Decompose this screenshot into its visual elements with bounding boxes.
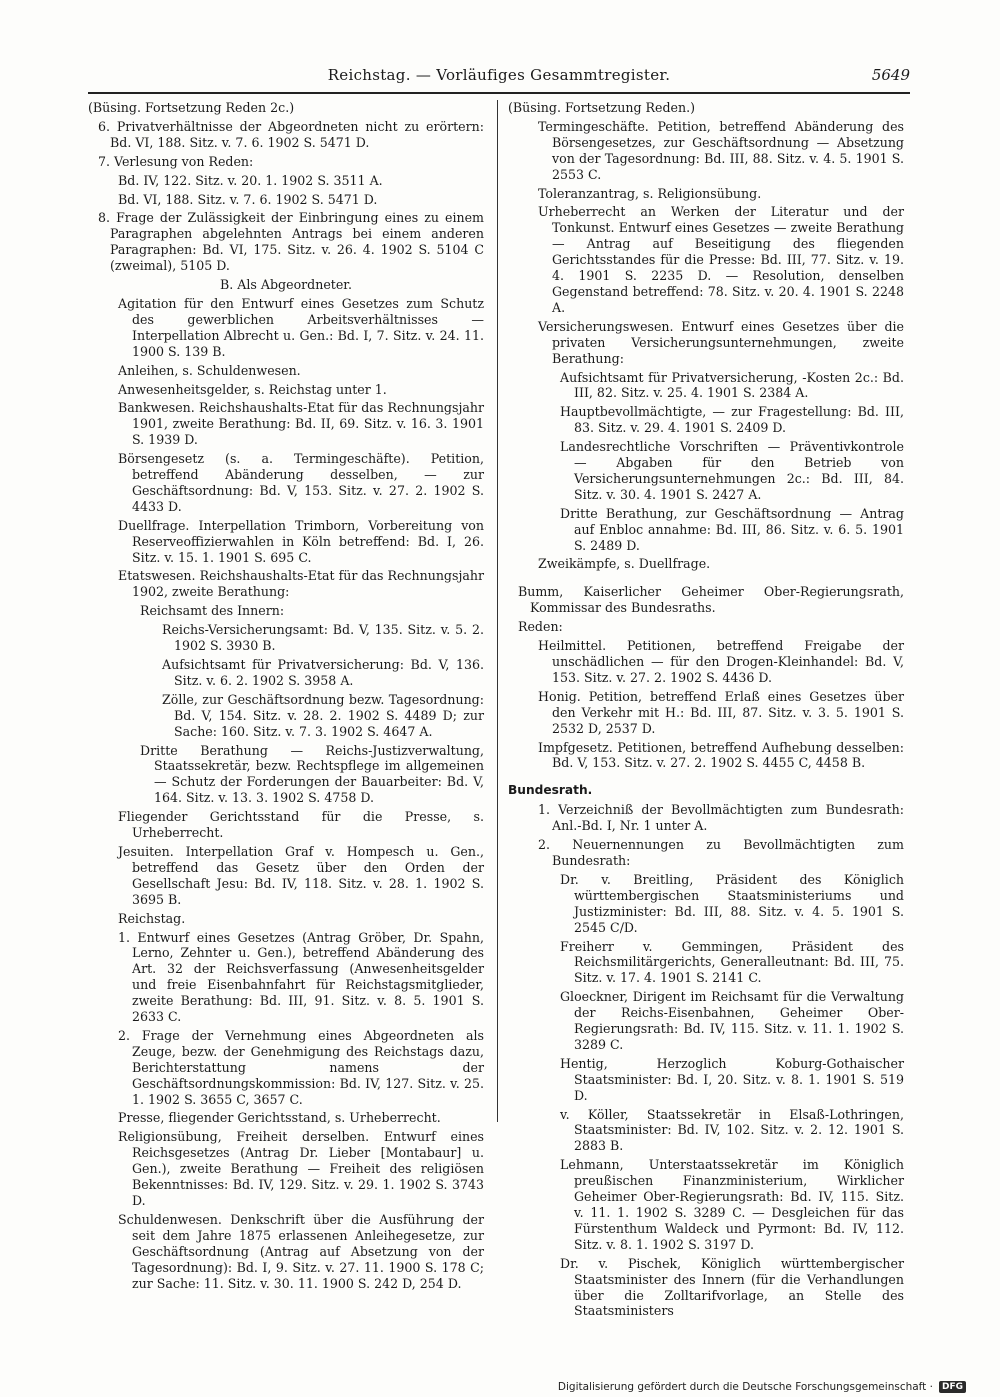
footer-credit: Digitalisierung gefördert durch die Deutsche Forschungsgemeinschaft ·	[557, 1381, 933, 1393]
index-entry: Fliegender Gerichtsstand für die Presse, s. Urheberrecht.	[118, 809, 484, 841]
index-entry: Bundesrath.	[508, 783, 593, 798]
index-entry: 2. Neuernennungen zu Bevollmächtigten zum Bundesrath:	[538, 837, 904, 868]
index-entry: 8. Frage der Zulässigkeit der Einbringung eines zu einem Paragraphen abgelehnten Antrags bei einem anderen Paragraphen: Bd. VI, 175. Sitz. v. 26. 4. 1902 S. 5104 C (zweimal), 5105 D.	[98, 210, 484, 274]
index-entry: Landesrechtliche Vorschriften — Präventivkontrole — Abgaben für den Betrieb von Versicherungsunternehmungen 2c.: Bd. III, 84. Sitz. v. 30. 4. 1901 S. 2427 A.	[560, 439, 904, 502]
index-entry: Anleihen, s. Schuldenwesen.	[118, 362, 301, 378]
index-entry: Freiherr v. Gemmingen, Präsident des Reichsmilitärgerichts, Generalleutnant: Bd. III, 75. Sitz. v. 17. 4. 1901 S. 2141 C.	[560, 938, 904, 986]
index-entry: Presse, fliegender Gerichtsstand, s. Urheberrecht.	[118, 1110, 441, 1126]
index-entry: 7. Verlesung von Reden:	[98, 153, 254, 169]
index-entry: Zweikämpfe, s. Duellfrage.	[538, 556, 711, 572]
index-entry: Aufsichtsamt für Privatversicherung, -Kosten 2c.: Bd. III, 82. Sitz. v. 25. 4. 1901 S. 2384 A.	[560, 369, 904, 401]
index-entry: Jesuiten. Interpellation Graf v. Hompesch u. Gen., betreffend das Gesetz über den Orden der Gesellschaft Jesu: Bd. IV, 118. Sitz. v. 28. 1. 1902 S. 3695 B.	[118, 843, 484, 907]
index-entry: B. Als Abgeordneter.	[220, 277, 352, 293]
index-entry: Etatswesen. Reichshaushalts-Etat für das Rechnungsjahr 1902, zweite Berathung:	[118, 568, 484, 600]
index-entry: v. Köller, Staatssekretär in Elsaß-Lothringen, Staatsminister: Bd. IV, 102. Sitz. v. 2. 12. 1901 S. 2883 B.	[560, 1106, 904, 1154]
spacer	[508, 774, 904, 780]
index-entry: Duellfrage. Interpellation Trimborn, Vorbereitung von Reserveoffizierwahlen in Köln betreffend: Bd. I, 26. Sitz. v. 15. 1. 1901 S. 695 C.	[118, 517, 484, 565]
right-column	[508, 100, 904, 1322]
column-divider	[497, 100, 498, 1122]
footer	[558, 1381, 966, 1393]
index-entry: 1. Verzeichniß der Bevollmächtigten zum Bundesrath: Anl.-Bd. I, Nr. 1 unter A.	[538, 802, 904, 834]
index-entry: Dr. v. Breitling, Präsident des Königlich württembergischen Staatsministeriums und Justizminister: Bd. III, 88. Sitz. v. 4. 5. 1901 S. 2545 C/D.	[560, 871, 904, 935]
index-entry: (Büsing. Fortsetzung Reden 2c.)	[88, 100, 295, 115]
index-entry: Dr. v. Pischek, Königlich württembergischer Staatsminister des Innern (für die Verhandlungen über die Zolltarifvorlage, an Stelle des Staatsministers	[560, 1255, 904, 1319]
index-entry: Bumm, Kaiserlicher Geheimer Ober-Regierungsrath, Kommissar des Bundesraths.	[518, 584, 904, 616]
index-entry: Reichstag.	[118, 910, 186, 926]
index-entry: Honig. Petition, betreffend Erlaß eines Gesetzes über den Verkehr mit H.: Bd. III, 87. Sitz. v. 3. 5. 1901 S. 2532 D, 2537 D.	[538, 688, 904, 736]
index-entry: Bd. VI, 188. Sitz. v. 7. 6. 1902 S. 5471 D.	[118, 191, 378, 207]
index-entry: Zölle, zur Geschäftsordnung bezw. Tagesordnung: Bd. V, 154. Sitz. v. 28. 2. 1902 S. 4489 D; zur Sache: 160. Sitz. v. 7. 3. 1902 S. 4647 A.	[162, 691, 484, 739]
index-entry: Hentig, Herzoglich Koburg-Gothaischer Staatsminister: Bd. I, 20. Sitz. v. 8. 1. 1901 S. 519 D.	[560, 1055, 904, 1103]
index-entry: 2. Frage der Vernehmung eines Abgeordneten als Zeuge, bezw. der Genehmigung des Reichstags dazu, Berichterstattung namens der Geschäftsordnungskommission: Bd. IV, 127. Sitz. v. 25. 1. 1902 S. 3655 C, 3657 C.	[118, 1027, 484, 1107]
index-entry: 6. Privatverhältnisse der Abgeordneten nicht zu erörtern: Bd. VI, 188. Sitz. v. 7. 6. 1902 S. 5471 D.	[98, 118, 484, 150]
index-entry: Agitation für den Entwurf eines Gesetzes zum Schutz des gewerblichen Arbeitsverhältnisses — Interpellation Albrecht u. Gen.: Bd. I, 7. Sitz. v. 24. 11. 1900 S. 139 B.	[118, 295, 484, 359]
index-entry: (Büsing. Fortsetzung Reden.)	[508, 100, 696, 115]
index-entry: Religionsübung, Freiheit derselben. Entwurf eines Reichsgesetzes (Antrag Dr. Lieber [Montabaur] u. Gen.), zweite Berathung — Freiheit des religiösen Bekenntnisses: Bd. IV, 129. Sitz. v. 29. 1. 1902 S. 3743 D.	[118, 1129, 484, 1208]
left-column	[88, 100, 484, 1294]
page-number: 5649	[871, 66, 910, 84]
dfg-logo: DFG	[939, 1381, 966, 1393]
index-entry: Reden:	[518, 619, 563, 635]
index-entry: Schuldenwesen. Denkschrift über die Ausführung der seit dem Jahre 1875 erlassenen Anleihegesetze, zur Geschäftsordnung (Antrag auf Absetzung von der Tagesordnung): Bd. I, 9. Sitz. v. 27. 11. 1900 S. 178 C; zur Sache: 11. Sitz. v. 30. 11. 1900 S. 242 D, 254 D.	[118, 1211, 484, 1291]
index-entry: Urheberrecht an Werken der Literatur und der Tonkunst. Entwurf eines Gesetzes — zweite Berathung — Antrag auf Beseitigung des fliegenden Gerichtsstandes für die Presse: Bd. III, 77. Sitz. v. 19. 4. 1901 S. 2235 D. — Resolution, denselben Gegenstand betreffend: 78. Sitz. v. 20. 4. 1901 S. 2248 A.	[538, 204, 904, 315]
index-entry: Hauptbevollmächtigte, — zur Fragestellung: Bd. III, 83. Sitz. v. 29. 4. 1901 S. 2409 D.	[560, 404, 904, 436]
index-entry: Börsengesetz (s. a. Termingeschäfte). Petition, betreffend Abänderung desselben, — zur Geschäftsordnung: Bd. V, 153. Sitz. v. 27. 2. 1902 S. 4433 D.	[118, 451, 484, 514]
index-entry: Aufsichtsamt für Privatversicherung: Bd. V, 136. Sitz. v. 6. 2. 1902 S. 3958 A.	[162, 657, 484, 688]
spacer	[508, 575, 904, 581]
index-entry: Termingeschäfte. Petition, betreffend Abänderung des Börsengesetzes, zur Geschäftsordnung — Absetzung von der Tagesordnung: Bd. III, 88. Sitz. v. 4. 5. 1901 S. 2553 C.	[538, 118, 904, 182]
index-entry: Heilmittel. Petitionen, betreffend Freigabe der unschädlichen — für den Drogen-Kleinhandel: Bd. V, 153. Sitz. v. 27. 2. 1902 S. 4436 D.	[538, 638, 904, 685]
index-entry: Dritte Berathung, zur Geschäftsordnung — Antrag auf Enbloc annahme: Bd. III, 86. Sitz. v. 6. 5. 1901 S. 2489 D.	[560, 505, 904, 553]
index-entry: Reichs-Versicherungsamt: Bd. V, 135. Sitz. v. 5. 2. 1902 S. 3930 B.	[162, 622, 484, 654]
running-title: Reichstag. — Vorläufiges Gesammtregister.	[327, 66, 671, 84]
index-entry: Impfgesetz. Petitionen, betreffend Aufhebung desselben: Bd. V, 153. Sitz. v. 27. 2. 1902 S. 4455 C, 4458 B.	[538, 739, 904, 771]
index-entry: Bd. IV, 122. Sitz. v. 20. 1. 1902 S. 3511 A.	[118, 172, 383, 188]
index-entry: Reichsamt des Innern:	[140, 603, 285, 619]
page-header	[88, 66, 910, 90]
index-entry: Versicherungswesen. Entwurf eines Gesetzes über die privaten Versicherungsunternehmungen, zweite Berathung:	[538, 318, 904, 366]
header-rule	[88, 92, 910, 94]
index-entry: Lehmann, Unterstaatssekretär im Königlich preußischen Finanzministerium, Wirklicher Geheimer Ober-Regierungsrath: Bd. IV, 115. Sitz. v. 11. 1. 1902 S. 3289 C. — Desgleichen für das Fürstenthum Waldeck und Pyrmont: Bd. IV, 112. Sitz. v. 8. 1. 1902 S. 3197 D.	[560, 1157, 904, 1252]
index-entry: Anwesenheitsgelder, s. Reichstag unter 1.	[118, 381, 387, 397]
index-entry: Bankwesen. Reichshaushalts-Etat für das Rechnungsjahr 1901, zweite Berathung: Bd. II, 69. Sitz. v. 16. 3. 1901 S. 1939 D.	[118, 400, 484, 448]
index-entry: 1. Entwurf eines Gesetzes (Antrag Gröber, Dr. Spahn, Lerno, Zehnter u. Gen.), betreffend Abänderung des Art. 32 der Reichsverfassung (Anwesenheitsgelder und freie Eisenbahnfahrt für Reichstagsmitglieder, zweite Berathung: Bd. III, 91. Sitz. v. 8. 5. 1901 S. 2633 C.	[118, 929, 484, 1025]
index-entry: Gloeckner, Dirigent im Reichsamt für die Verwaltung der Reichs-Eisenbahnen, Geheimer Ober-Regierungsrath: Bd. IV, 115. Sitz. v. 11. 1. 1902 S. 3289 C.	[560, 989, 904, 1052]
index-entry: Dritte Berathung — Reichs-Justizverwaltung, Staatssekretär, bezw. Rechtspflege im allgemeinen — Schutz der Forderungen der Bauarbeiter: Bd. V, 164. Sitz. v. 13. 3. 1902 S. 4758 D.	[140, 742, 484, 806]
index-entry: Toleranzantrag, s. Religionsübung.	[538, 185, 762, 201]
